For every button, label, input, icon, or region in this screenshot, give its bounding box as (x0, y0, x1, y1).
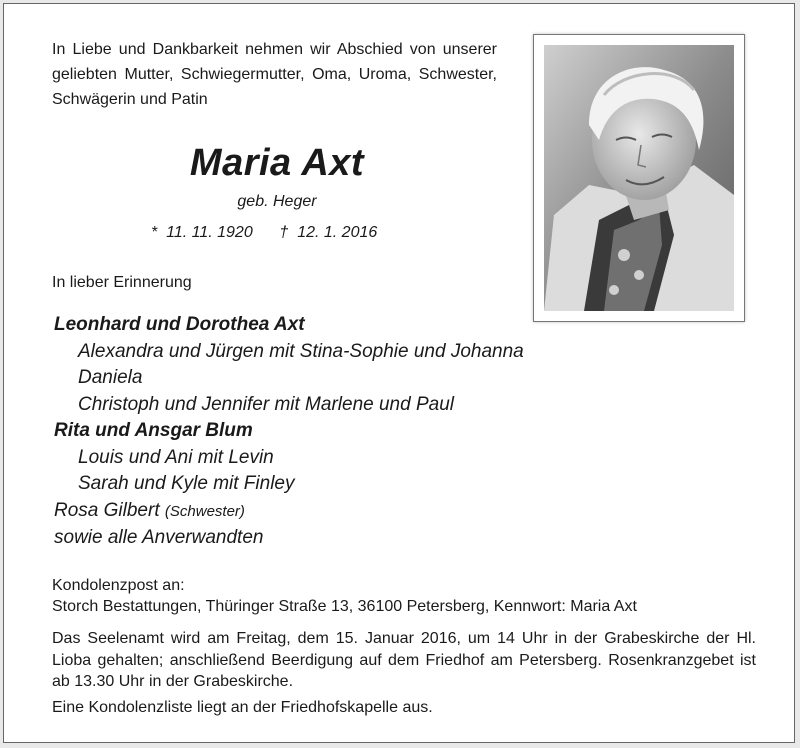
obituary-notice (3, 3, 795, 743)
mourners-list (54, 312, 524, 552)
birth-date: 11. 11. 1920 (166, 224, 253, 241)
life-dates (151, 224, 377, 242)
condolence-label: Kondolenzpost an: (52, 577, 185, 594)
mourner-line: Alexandra und Jürgen mit Stina-Sophie und Johanna (78, 340, 524, 362)
death-date: 12. 1. 2016 (297, 224, 378, 241)
mourner-line (54, 498, 524, 526)
mourner-line: Sarah und Kyle mit Finley (78, 473, 295, 494)
birth-name: geb. Heger (237, 193, 317, 210)
death-symbol: † (279, 224, 289, 241)
intro-text: In Liebe und Dankbarkeit nehmen wir Abschied von unserer geliebten Mutter, Schwiegermutter, Oma, Uroma, Schwester, Schwägerin und Patin (52, 41, 497, 108)
birth-symbol: * (151, 224, 158, 241)
relation-note: (Schwester) (164, 502, 245, 520)
condolence-address: Storch Bestattungen, Thüringer Straße 13, 36100 Petersberg, Kennwort: Maria Axt (52, 598, 637, 615)
portrait-photo (533, 34, 745, 322)
service-info: Das Seelenamt wird am Freitag, dem 15. Januar 2016, um 14 Uhr in der Grabeskirche der Hl. Lioba gehalten; anschließend Beerdigung auf dem Friedhof am Petersberg. Rosenkranzgebet ist ab 13.30 Uhr in der Grabeskirche. (52, 630, 756, 690)
remembrance-text: In lieber Erinnerung (52, 274, 192, 291)
mourner-line: Christoph und Jennifer mit Marlene und Paul (78, 393, 454, 415)
condolence-info (52, 575, 637, 617)
condolence-list-info: Eine Kondolenzliste liegt an der Friedhofskapelle aus. (52, 699, 433, 716)
mourner-line: sowie alle Anverwandten (54, 527, 264, 548)
mourner-line: Leonhard und Dorothea Axt (54, 314, 305, 335)
deceased-name: Maria Axt (189, 142, 365, 184)
mourner-line: Louis und Ani mit Levin (78, 446, 274, 468)
mourner-line: Daniela (78, 367, 143, 388)
mourner-line: Rita und Ansgar Blum (54, 420, 253, 441)
mourner-name: Rosa Gilbert (54, 499, 160, 521)
portrait-image (544, 45, 734, 311)
